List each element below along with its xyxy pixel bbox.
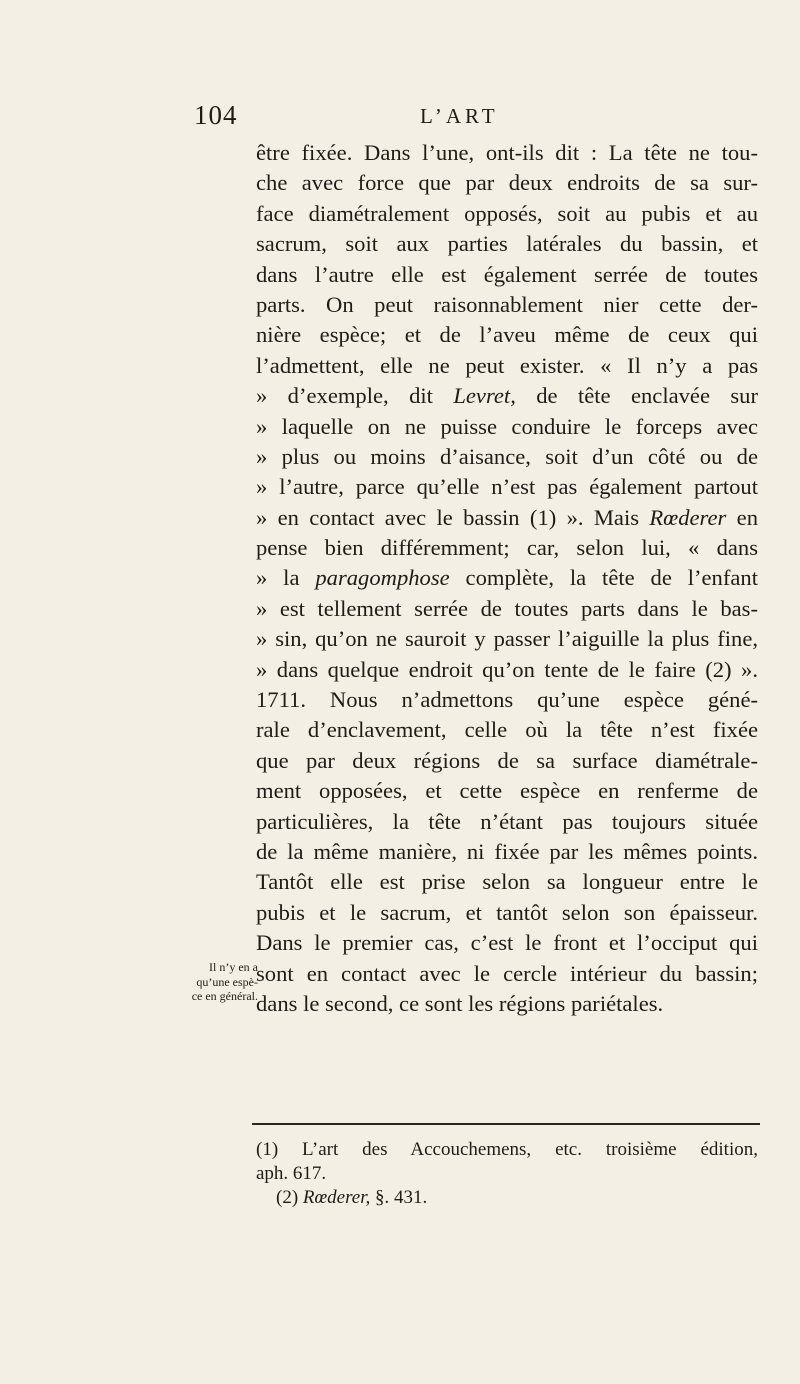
text-line: 1711. Nous n’admettons qu’une espèce géné- [256,687,758,713]
text-line: l’admettent, elle ne peut exister. « Il n’y a pas [256,352,758,378]
text-line: Dans le premier cas, c’est le front et l’occiput qui [256,930,758,956]
author-name: Rœderer [649,504,727,530]
body-text [256,138,758,1019]
running-title: L’ART [420,104,499,128]
margin-note-line: Il n’y en a [209,960,258,974]
footnote-1: (1) L’art des Accouchemens, etc. troisième édition, [256,1139,758,1160]
footnote-text: §. 431. [375,1187,428,1208]
text-line: » plus ou moins d’aisance, soit d’un côté ou de [256,443,758,469]
text-line: » sin, qu’on ne sauroit y passer l’aiguille la plus fine, [256,626,758,652]
margin-note [184,960,258,1004]
author-name: Rœderer, [302,1187,371,1208]
text-line: que par deux régions de sa surface diamétrale- [256,747,758,773]
text-line: être fixée. Dans l’une, ont-ils dit : La tête ne tou- [256,140,758,165]
text-line: rale d’enclavement, celle où la tête n’est fixée [256,717,758,743]
margin-note-line: qu’une espè- [196,974,258,989]
text-line: dans le second, ce sont les régions pariétales. [256,990,664,1016]
medical-term: paragomphose [315,565,450,591]
margin-note-line: ce en général. [191,989,258,1003]
text-run: complète, la tête de l’enfant [465,565,758,591]
text-line: dans l’autre elle est également serrée de toutes [256,261,758,287]
text-run: » la [256,565,300,591]
text-run: en [736,504,758,530]
author-name: Levret, [453,383,516,409]
text-line [256,381,758,411]
text-line: nière espèce; et de l’aveu même de ceux qui [256,322,758,348]
footnote-marker: (2) [276,1187,299,1208]
footnote-1-continuation: aph. 617. [256,1163,327,1184]
text-line: particulières, la tête n’étant pas toujours située [256,808,758,834]
text-line: pense bien différemment; car, selon lui, « dans [256,535,758,561]
text-line: face diamétralement opposés, soit au pubis et au [256,200,758,226]
footnote-divider [252,1123,760,1125]
text-run: » d’exemple, dit [256,383,433,409]
text-line [256,563,758,593]
footnote-2 [256,1186,758,1210]
text-line [256,503,758,533]
text-line: » dans quelque endroit qu’on tente de le faire (2) ». [256,656,758,682]
text-run: » en contact avec le bassin (1) ». Mais [256,504,640,530]
text-line: » l’autre, parce qu’elle n’est pas également partout [256,474,758,500]
running-head [194,100,754,130]
text-line: » laquelle on ne puisse conduire le forceps avec [256,413,758,439]
text-line: sacrum, soit aux parties latérales du bassin, et [256,231,758,257]
text-run: de tête enclavée sur [536,383,758,409]
text-line: parts. On peut raisonnablement nier cette der- [256,291,758,317]
footnotes [256,1138,758,1210]
text-line: che avec force que par deux endroits de sa sur- [256,170,758,196]
page-number: 104 [194,100,238,130]
text-line: sont en contact avec le cercle intérieur du bassin; [256,960,758,986]
text-line: » est tellement serrée de toutes parts dans le bas- [256,595,758,621]
text-line: Tantôt elle est prise selon sa longueur entre le [256,869,758,895]
text-line: pubis et le sacrum, et tantôt selon son épaisseur. [256,899,758,925]
text-line: de la même manière, ni fixée par les mêmes points. [256,838,758,864]
text-line: ment opposées, et cette espèce en renferme de [256,778,758,804]
